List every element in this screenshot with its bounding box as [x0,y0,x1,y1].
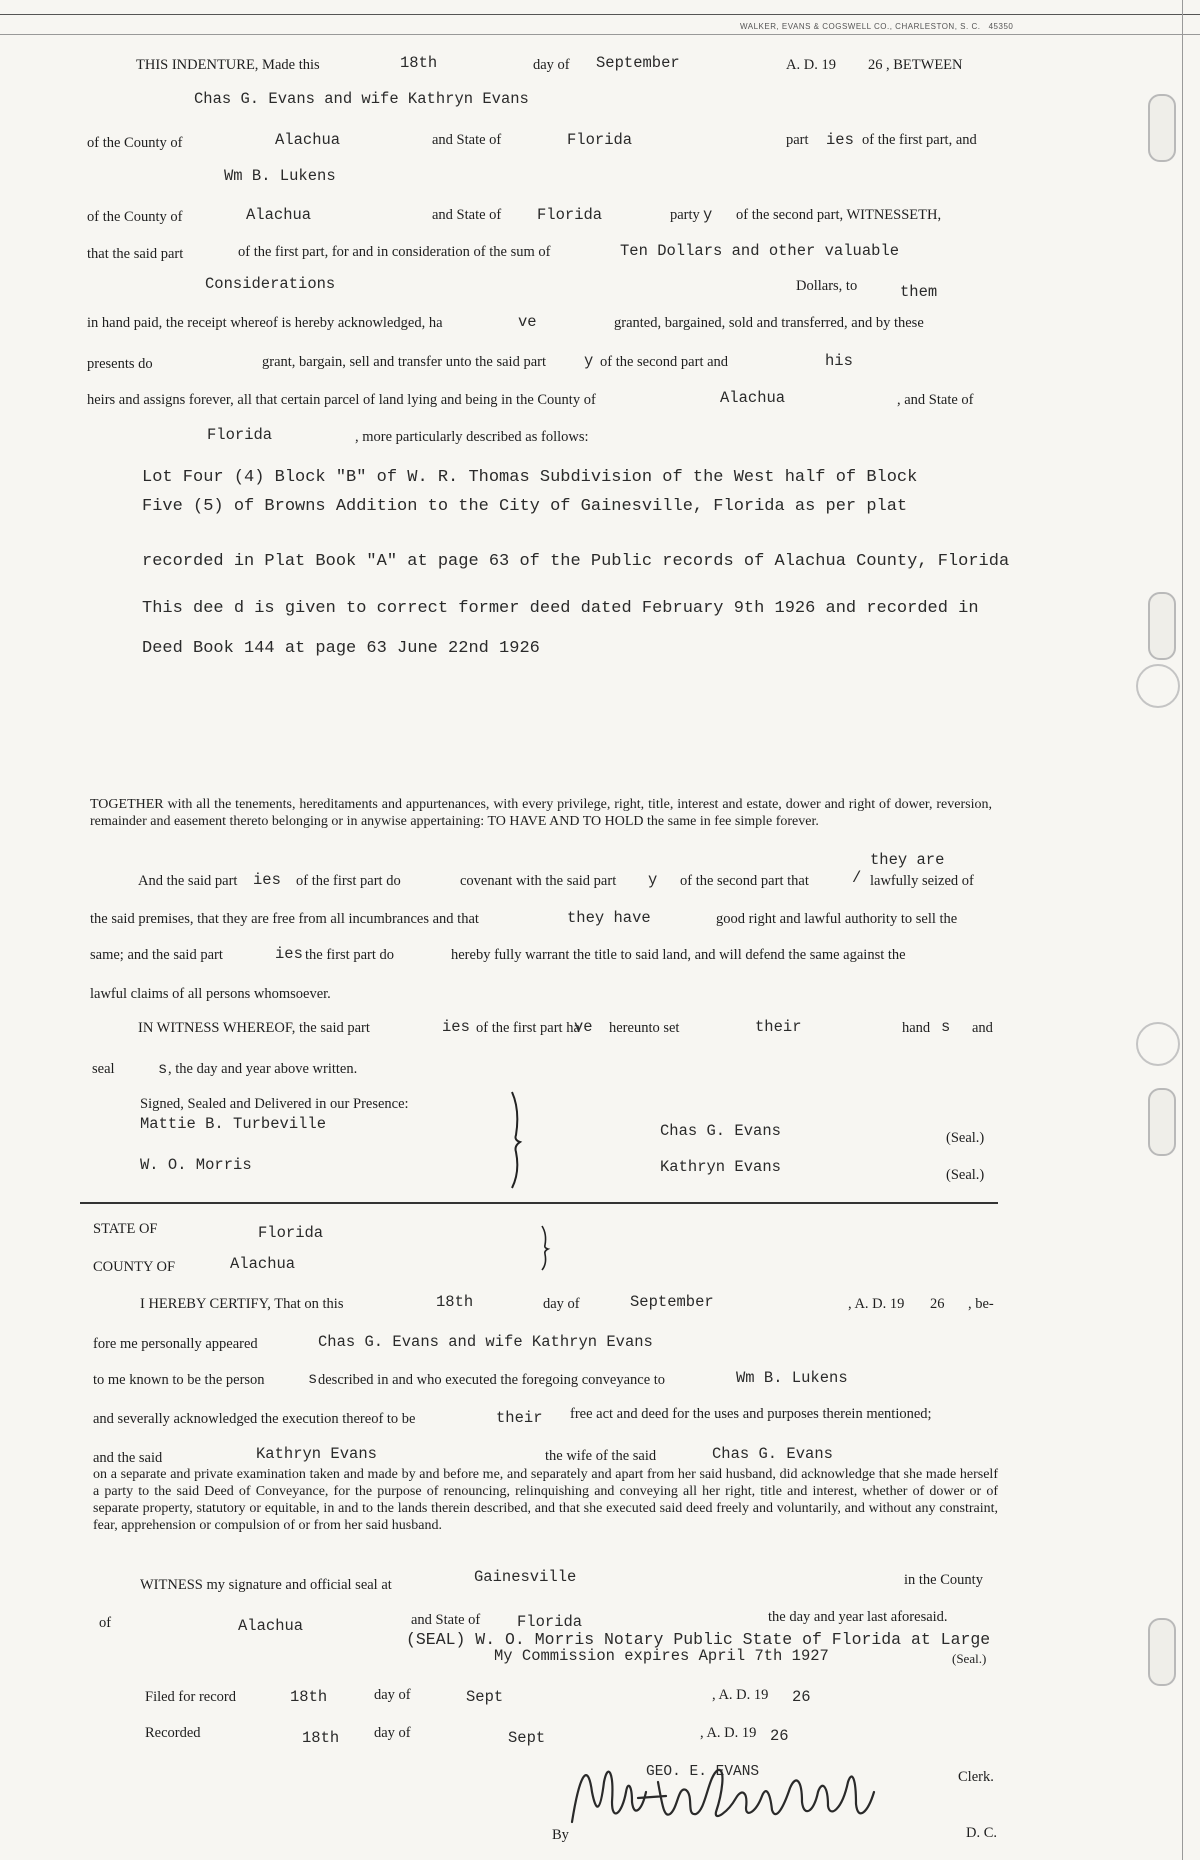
deputy-clerk-signature [566,1752,896,1832]
binder-hole-1 [1148,94,1176,162]
recorded-month: Sept [508,1729,546,1747]
grantor-1: Chas G. Evans [660,1122,781,1140]
county-1: Alachua [275,131,341,149]
grantor-2: Kathryn Evans [660,1158,781,1176]
ad-label: A. D. 19 [786,57,836,73]
ack-state-2: Florida [517,1613,583,1631]
legal-line-3: recorded in Plat Book "A" at page 63 of the Public records of Alachua County, Florida [142,552,1010,571]
notary-seal: (Seal.) [952,1651,987,1666]
fore-me: fore me personally appeared [93,1336,258,1352]
day-year-above: , the day and year above written. [168,1061,358,1077]
seal-mark-2: (Seal.) [946,1167,985,1183]
ack-their: their [496,1409,543,1427]
recorded-ad: , A. D. 19 [700,1725,757,1741]
person-s: s [308,1370,318,1388]
state-1: Florida [567,131,633,149]
section-divider [80,1202,998,1204]
binder-hole-2 [1148,592,1176,660]
binder-ring-1 [1136,664,1180,708]
lawfully-seized: lawfully seized of [870,873,974,889]
consideration-label: of the first part, for and in consideration of the sum of [238,244,551,260]
grant-bargain: grant, bargain, sell and transfer unto the said part [262,354,547,370]
ack-county-2: Alachua [238,1617,304,1635]
right-margin-line [1182,0,1183,1860]
in-witness: IN WITNESS WHEREOF, the said part [138,1020,370,1036]
commission-line: My Commission expires April 7th 1927 [494,1647,829,1665]
day-year-last: the day and year last aforesaid. [768,1609,948,1625]
ve-suffix-3: ve [574,1018,593,1036]
filed-year: 26 [792,1688,811,1706]
party-label: party [670,207,700,223]
legal-line-1: Lot Four (4) Block "B" of W. R. Thomas Subdivision of the West half of Block [142,468,918,487]
ack-state-label: and State of [411,1612,481,1628]
considerations-value: Considerations [205,275,336,293]
covenant-label: covenant with the said part [460,873,617,889]
be-hyphen: , be- [968,1296,994,1312]
his-value: his [825,352,853,370]
indenture-lead: THIS INDENTURE, Made this [136,57,320,73]
seal-label: seal [92,1061,115,1077]
presents-do: presents do [87,356,153,372]
i-hereby-certify: I HEREBY CERTIFY, That on this [140,1296,344,1312]
separate-examination: on a separate and private examination taken and made by and before me, and separately and apart from her said husband, did acknowledge that she made herself a party to the said Deed of Conveyance, for the purpose of renouncing, relinquishing and conveying all her right, title and interest, whether of dower or of separate property, statutory or equitable, in and to the lands therein described, and that she executed said deed freely and voluntarily, and without any constraint, fear, apprehension or compulsion of or from her said husband. [93,1467,998,1533]
second-part-that: of the second part that [680,873,809,889]
hereunto-set: hereunto set [609,1020,680,1036]
first-part-label: of the first part, and [862,132,977,148]
clerk-name: GEO. E. EVANS [646,1764,760,1780]
hand-label: hand [902,1020,931,1036]
in-hand-paid: in hand paid, the receipt whereof is hereby acknowledged, ha [87,315,443,331]
recorded-year: 26 [770,1727,789,1745]
state-label-1: and State of [432,132,502,148]
top-border-line [0,14,1200,15]
to-them: them [900,283,938,301]
husband-name: Chas G. Evans [712,1445,833,1463]
first-part-do: of the first part do [296,873,401,889]
county-of-label: COUNTY OF [93,1259,176,1275]
top-border-line-2 [0,34,1200,35]
deputy-clerk-label: D. C. [966,1825,998,1841]
second-party-name: Wm B. Lukens [224,167,336,185]
filed-for-record: Filed for record [145,1689,236,1705]
same-and-said-part: same; and the said part [90,947,223,963]
lawful-claims: lawful claims of all persons whomsoever. [90,986,331,1002]
binder-ring-2 [1136,1022,1180,1066]
state-of-label: STATE OF [93,1221,158,1237]
their-hands: their [755,1018,802,1036]
legal-line-2: Five (5) of Browns Addition to the City of Gainesville, Florida as per plat [142,497,908,516]
filed-day-of: day of [374,1687,411,1703]
sum-value: Ten Dollars and other valuable [620,242,900,260]
appeared-names: Chas G. Evans and wife Kathryn Evans [318,1333,653,1351]
good-right: good right and lawful authority to sell the [716,911,958,927]
place-value: Gainesville [474,1568,577,1586]
state-3: Florida [207,426,273,444]
county-label-1: of the County of [87,135,183,151]
recorded-day: 18th [302,1729,340,1747]
legal-line-5: Deed Book 144 at page 63 June 22nd 1926 [142,639,540,658]
deed-month: September [596,54,680,72]
clerk-title: Clerk. [958,1769,994,1785]
binder-hole-4 [1148,1618,1176,1686]
said-premises: the said premises, that they are free from all incumbrances and that [90,911,479,927]
hand-s: s [941,1018,951,1036]
notary-line: (SEAL) W. O. Morris Notary Public State of Florida at Large [406,1630,991,1649]
and-the-said: and the said [93,1450,163,1466]
they-have: they have [567,909,651,927]
together-clause: TOGETHER with all the tenements, hereditaments and appurtenances, with every privilege, right, title, interest and estate, dower and right of dower, reversion, remainder and easement thereto belonging or in anywise appertaining: TO HAVE AND TO HOLD the same in fee simple forever. [90,797,992,829]
state-label-2: and State of [432,207,502,223]
county-3: Alachua [720,389,786,407]
the-first-part-do: the first part do [305,947,394,963]
y-suffix-1: y [648,871,658,889]
described-conveyance: described in and who executed the foregoing conveyance to [318,1372,666,1388]
wife-name: Kathryn Evans [256,1445,377,1463]
binder-hole-3 [1148,1088,1176,1156]
ack-day: 18th [436,1293,474,1311]
dollars-to-label: Dollars, to [796,278,858,294]
ack-day-of: day of [543,1296,580,1312]
county-2: Alachua [246,206,312,224]
described-as-follows: , more particularly described as follows: [355,429,589,445]
and-label: and [972,1020,993,1036]
said-part-label: that the said part [87,246,184,262]
filed-day: 18th [290,1688,328,1706]
of-label: of [99,1615,112,1631]
granted-label: granted, bargained, sold and transferred, and by these [614,315,924,331]
between-label: , BETWEEN [886,57,963,73]
wife-of-said: the wife of the said [545,1448,657,1464]
have-suffix: ve [518,313,537,331]
signature-brace [506,1090,530,1190]
they-are-insert: they are [870,851,945,869]
witness-1: Mattie B. Turbeville [140,1115,327,1133]
insert-mark: / [852,869,862,887]
in-the-county: in the County [904,1572,983,1588]
signed-sealed: Signed, Sealed and Delivered in our Presence: [140,1096,409,1112]
recorded-label: Recorded [145,1725,201,1741]
first-part-ha: of the first part ha [476,1020,580,1036]
seal-mark-1: (Seal.) [946,1130,985,1146]
known-person: to me known to be the person [93,1372,265,1388]
witness-signature: WITNESS my signature and official seal at [140,1577,392,1593]
ack-ad: , A. D. 19 [848,1296,905,1312]
ack-year: 26 [930,1296,945,1312]
ack-state: Florida [258,1224,324,1242]
state-of-label: , and State of [897,392,974,408]
ies-suffix-2: ies [275,945,303,963]
second-part-and: of the second part and [600,354,729,370]
and-said-part: And the said part [138,873,238,889]
party-suffix-2: y [584,352,594,370]
warrant-title: hereby fully warrant the title to said land, and will defend the same against the [451,947,906,963]
recorded-day-of: day of [374,1725,411,1741]
heirs-clause: heirs and assigns forever, all that certain parcel of land lying and being in the County of [87,392,596,408]
witnesseth-label: of the second part, WITNESSETH, [736,207,942,223]
severally-ack: and severally acknowledged the execution thereof to be [93,1411,416,1427]
deed-year: 26 [868,57,883,73]
state-2: Florida [537,206,603,224]
filed-ad: , A. D. 19 [712,1687,769,1703]
day-of-label: day of [533,57,570,73]
legal-line-4: This dee d is given to correct former deed dated February 9th 1926 and recorded in [142,599,979,618]
part-suffix-1: ies [826,131,854,149]
ack-grantee: Wm B. Lukens [736,1369,848,1387]
by-label: By [552,1827,569,1843]
witness-2: W. O. Morris [140,1156,252,1174]
county-label-2: of the County of [87,209,183,225]
party-suffix: y [703,206,713,224]
part-label-1: part [786,132,809,148]
ack-county: Alachua [230,1255,296,1273]
ack-month: September [630,1293,714,1311]
deed-day: 18th [400,54,438,72]
first-party-names: Chas G. Evans and wife Kathryn Evans [194,90,529,108]
venue-brace [538,1224,554,1272]
ies-suffix-3: ies [442,1018,470,1036]
free-act: free act and deed for the uses and purposes therein mentioned; [570,1406,932,1422]
filed-month: Sept [466,1688,504,1706]
seal-s: s [158,1060,168,1078]
ies-suffix-1: ies [253,871,281,889]
printer-imprint: WALKER, EVANS & COGSWELL CO., CHARLESTON, S. C. 45350 [740,22,1014,31]
